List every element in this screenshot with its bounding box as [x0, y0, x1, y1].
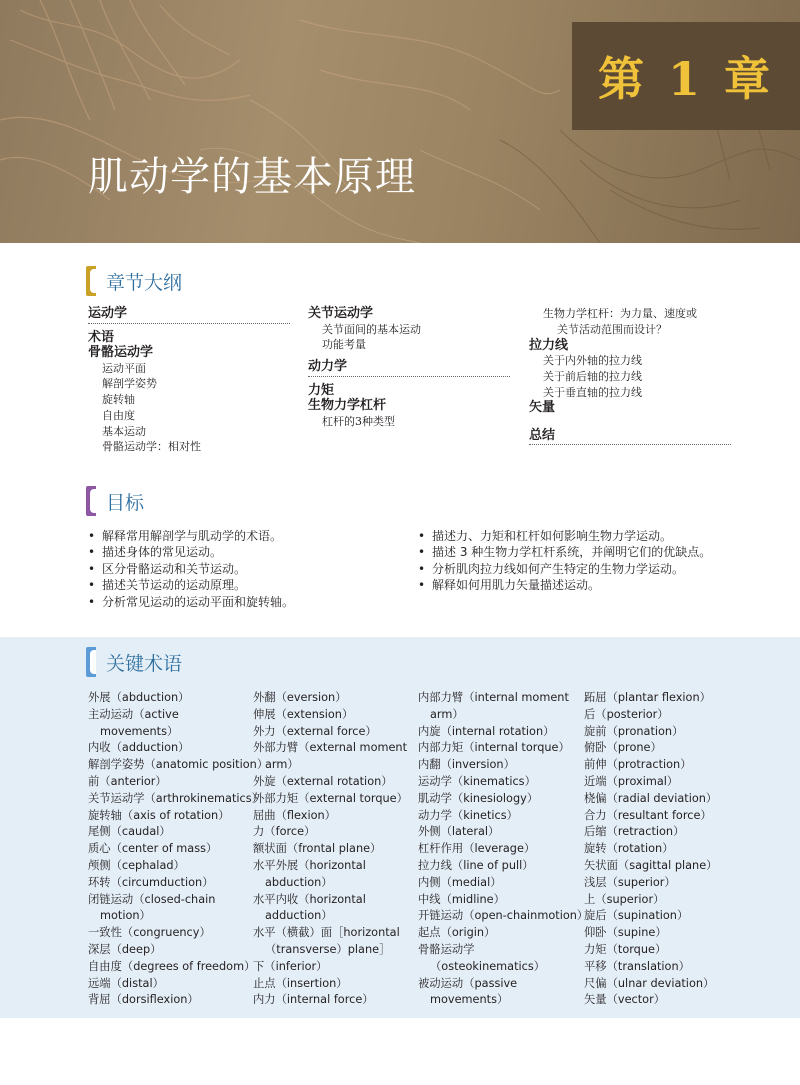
- key-term: 自由度（degrees of freedom）: [88, 959, 256, 973]
- key-term: 水平内收（horizontal: [253, 892, 366, 906]
- key-term: 被动运动（passive: [418, 976, 518, 990]
- key-term: adduction）: [265, 909, 333, 923]
- objective-item: • 描述 3 种生物力学杠杆系统，并阐明它们的优缺点。: [418, 544, 788, 560]
- key-term: 内力（internal force）: [253, 993, 374, 1007]
- outline-column-2: [308, 306, 510, 429]
- key-terms-column-4: [584, 690, 744, 1009]
- key-term: 水平（横截）面［horizontal: [253, 926, 400, 940]
- key-term: movements）: [430, 993, 509, 1007]
- key-term: 合力（resultant force）: [584, 808, 712, 822]
- objectives-list-2: [418, 528, 788, 594]
- key-term: 颅侧（cephalad）: [88, 858, 185, 872]
- objective-item: • 解释如何用肌力矢量描述运动。: [418, 577, 788, 593]
- key-term: 止点（insertion）: [253, 976, 348, 990]
- key-term: 一致性（congruency）: [88, 926, 211, 940]
- outline-heading-item: 生物力学杠杆: [308, 398, 387, 414]
- chapter-banner: [0, 0, 800, 243]
- key-term: 内旋（internal rotation）: [418, 724, 555, 738]
- chapter-label: 第 1 章: [597, 52, 775, 106]
- key-term: 中线（midline）: [418, 892, 505, 906]
- key-term: 深层（deep）: [88, 942, 162, 956]
- key-term: 外力（external force）: [253, 724, 377, 738]
- objective-item: • 分析常见运动的运动平面和旋转轴。: [88, 594, 408, 610]
- outline-sub-item: 关于前后轴的拉力线: [543, 369, 642, 383]
- outline-sub-item: 关于垂直轴的拉力线: [543, 385, 642, 399]
- key-term: 外部力矩（external torque）: [253, 791, 408, 805]
- outline-heading-item: 术语: [88, 329, 115, 345]
- key-term: 闭链运动（closed-chain: [88, 892, 216, 906]
- objective-item: • 区分骨骼运动和关节运动。: [88, 561, 408, 577]
- outline-sub-item: 功能考量: [322, 338, 366, 352]
- key-term: 拉力线（line of pull）: [418, 858, 534, 872]
- key-term: 后缩（retraction）: [584, 825, 685, 839]
- objective-item: • 解释常用解剖学与肌动学的术语。: [88, 528, 408, 544]
- key-terms-bar-icon: [86, 647, 96, 677]
- outline-heading-item: 骨骼运动学: [88, 345, 154, 360]
- outline-column-3: [529, 306, 731, 451]
- key-term: 矢量（vector）: [584, 993, 666, 1007]
- outline-sub-item: 基本运动: [102, 424, 146, 438]
- outline-sub-item: 关节活动范围而设计？: [557, 322, 667, 336]
- outline-sub-item: 关于内外轴的拉力线: [543, 354, 642, 368]
- key-term: movements）: [100, 724, 179, 738]
- key-term: 浅层（superior）: [584, 875, 676, 889]
- key-term: 下（inferior）: [253, 959, 328, 973]
- key-term: 旋后（supination）: [584, 909, 689, 923]
- key-term: 水平外展（horizontal: [253, 858, 366, 872]
- key-term: 尾侧（caudal）: [88, 825, 171, 839]
- outline-sub-item: 运动平面: [102, 361, 146, 375]
- key-term: 伸展（extension）: [253, 707, 354, 721]
- outline-heading-item: 拉力线: [529, 337, 569, 353]
- key-terms-column-3: [418, 690, 589, 1009]
- key-term: 平移（translation）: [584, 959, 690, 973]
- key-term: 力（force）: [253, 825, 316, 839]
- key-term: 外侧（lateral）: [418, 825, 500, 839]
- key-term: （osteokinematics）: [430, 959, 546, 973]
- key-term: 外部力臂（external moment: [253, 741, 408, 755]
- key-term: 近端（proximal）: [584, 774, 679, 788]
- key-term: arm）: [430, 707, 464, 721]
- key-term: arm）: [265, 758, 299, 772]
- key-term: 后（posterior）: [584, 707, 669, 721]
- key-terms-heading: [86, 647, 182, 677]
- key-term: 解剖学姿势（anatomic position）: [88, 758, 269, 772]
- key-term: 主动运动（active: [88, 707, 179, 721]
- key-term: 内部力臂（internal moment: [418, 691, 569, 704]
- outline-column-1: [88, 306, 290, 455]
- key-term: 远端（distal）: [88, 976, 164, 990]
- outline-sub-item: 自由度: [102, 408, 135, 422]
- outline-sub-item: 骨骼运动学：相对性: [102, 440, 201, 454]
- outline-heading-item: 总结: [529, 428, 731, 446]
- outline-sub-item: 解剖学姿势: [102, 377, 157, 391]
- key-term: 矢状面（sagittal plane）: [584, 858, 718, 872]
- objective-item: • 描述身体的常见运动。: [88, 544, 408, 560]
- key-term: 跖屈（plantar flexion）: [584, 691, 711, 704]
- key-term: 杠杆作用（leverage）: [418, 842, 536, 856]
- key-term: 旋前（pronation）: [584, 724, 684, 738]
- key-term: 背屈（dorsiflexion）: [88, 993, 199, 1007]
- key-term: 起点（origin）: [418, 926, 496, 940]
- key-term: motion）: [100, 909, 151, 923]
- outline-bar-icon: [86, 266, 96, 296]
- chapter-number-box: [572, 22, 800, 130]
- outline-sub-item: 杠杆的3种类型: [322, 414, 395, 428]
- key-terms-column-1: [88, 690, 269, 1009]
- key-term: 内侧（medial）: [418, 875, 502, 889]
- outline-heading-item: 力矩: [308, 382, 335, 398]
- key-term: 关节运动学（arthrokinematics）: [88, 791, 263, 805]
- key-term: 屈曲（flexion）: [253, 808, 336, 822]
- outline-heading-item: 运动学: [88, 306, 290, 324]
- chapter-title: 肌动学的基本原理: [88, 154, 416, 200]
- key-term: 环转（circumduction）: [88, 875, 214, 889]
- outline-heading-item: 矢量: [529, 400, 556, 416]
- outline-sub-item: 旋转轴: [102, 393, 135, 407]
- key-terms-heading-text: 关键术语: [106, 652, 183, 675]
- key-term: 前（anterior）: [88, 774, 167, 788]
- objective-item: • 描述关节运动的运动原理。: [88, 577, 408, 593]
- outline-heading-item: 关节运动学: [308, 306, 374, 321]
- key-term: 外翻（eversion）: [253, 691, 347, 704]
- key-term: 外展（abduction）: [88, 691, 190, 704]
- outline-sub-item: 关节面间的基本运动: [322, 322, 421, 336]
- key-term: 动力学（kinetics）: [418, 808, 518, 822]
- key-term: 上（superior）: [584, 892, 665, 906]
- key-term: 内收（adduction）: [88, 741, 190, 755]
- outline-heading-text: 章节大纲: [106, 271, 183, 294]
- key-term: 旋转轴（axis of rotation）: [88, 808, 230, 822]
- key-term: 质心（center of mass）: [88, 842, 218, 856]
- objective-item: • 分析肌肉拉力线如何产生特定的生物力学运动。: [418, 561, 788, 577]
- objectives-list-1: [88, 528, 408, 610]
- objective-item: • 描述力、力矩和杠杆如何影响生物力学运动。: [418, 528, 788, 544]
- key-term: 肌动学（kinesiology）: [418, 791, 539, 805]
- key-term: 尺偏（ulnar deviation）: [584, 976, 715, 990]
- key-term: 俯卧（prone）: [584, 741, 662, 755]
- key-term: 桡偏（radial deviation）: [584, 791, 718, 805]
- key-term: 骨骼运动学: [418, 942, 475, 956]
- objectives-heading-text: 目标: [106, 491, 145, 514]
- key-term: 仰卧（supine）: [584, 926, 667, 940]
- objectives-heading: [86, 486, 144, 516]
- key-terms-column-2: [253, 690, 413, 1009]
- key-term: 前伸（protraction）: [584, 758, 692, 772]
- key-term: 外旋（external rotation）: [253, 774, 393, 788]
- key-term: abduction）: [265, 875, 333, 889]
- outline-sub-item: 生物力学杠杆：为力量、速度或: [543, 307, 697, 320]
- key-term: 运动学（kinematics）: [418, 774, 536, 788]
- key-term: 内翻（inversion）: [418, 758, 515, 772]
- objectives-bar-icon: [86, 486, 96, 516]
- key-term: 力矩（torque）: [584, 942, 667, 956]
- key-term: 额状面（frontal plane）: [253, 842, 382, 856]
- key-term: 开链运动（open-chainmotion）: [418, 909, 589, 923]
- outline-heading-item: 动力学: [308, 359, 510, 377]
- outline-heading: [86, 266, 182, 296]
- key-term: 内部力矩（internal torque）: [418, 741, 570, 755]
- key-term: 旋转（rotation）: [584, 842, 674, 856]
- key-term: （transverse）plane］: [265, 942, 391, 956]
